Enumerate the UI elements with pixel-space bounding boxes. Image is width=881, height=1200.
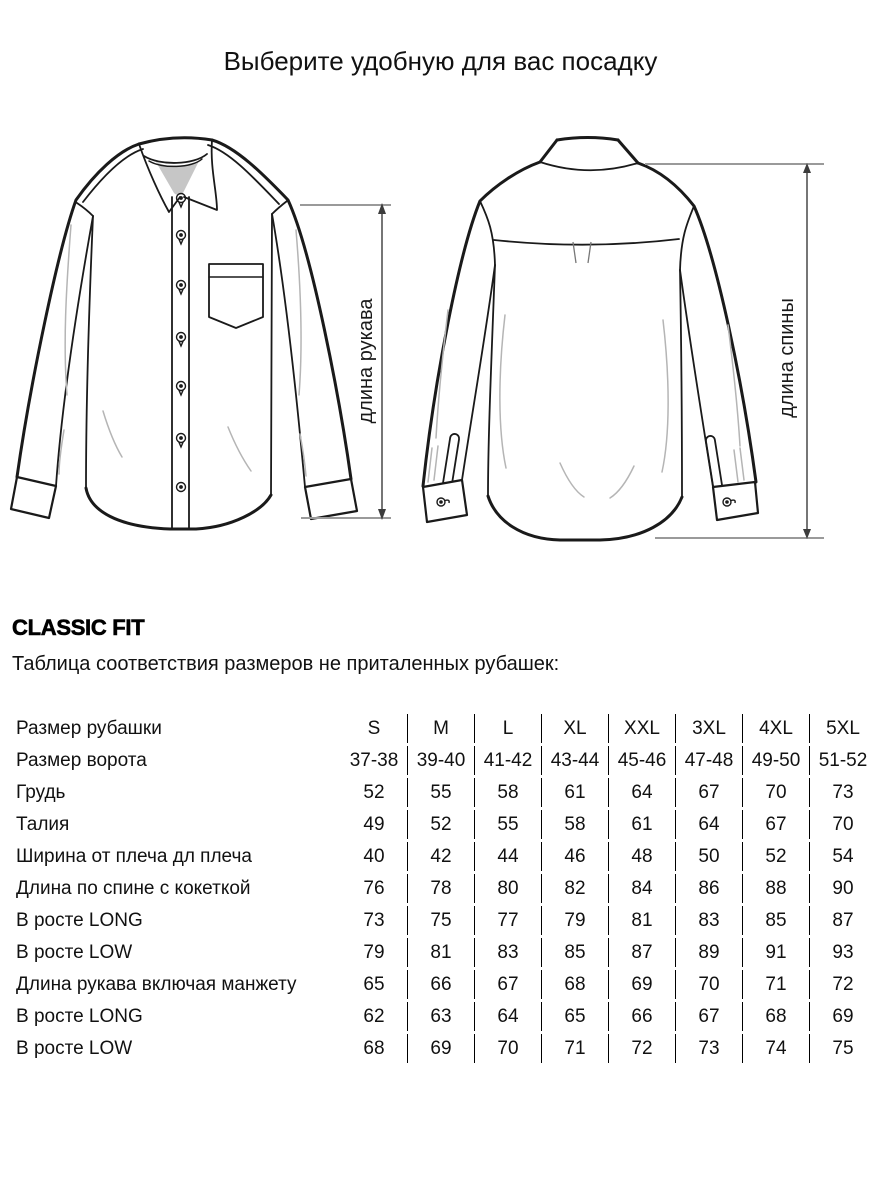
- cell-value: 46: [541, 842, 608, 871]
- cell-value: 88: [742, 874, 809, 903]
- button-placket: [172, 197, 189, 528]
- cell-value: 49: [363, 813, 385, 835]
- button: [177, 382, 186, 396]
- cell-value: 67: [742, 810, 809, 839]
- table-row: [14, 874, 876, 903]
- front-left-cuff: [11, 477, 56, 518]
- cell-value: 64: [474, 1002, 541, 1031]
- cell-value: 82: [541, 874, 608, 903]
- buttons: [177, 194, 186, 492]
- cell-value: 71: [541, 1034, 608, 1063]
- button: [177, 333, 186, 347]
- cell-value: 67: [675, 778, 742, 807]
- cell-value: 41-42: [474, 746, 541, 775]
- cell-value: 62: [363, 1005, 385, 1027]
- table-row: [14, 938, 876, 967]
- cell-value: 64: [675, 810, 742, 839]
- cell-value: 52: [742, 842, 809, 871]
- cuff-buttons: [437, 498, 735, 506]
- button: [177, 194, 186, 208]
- cell-value: 87: [809, 906, 876, 935]
- cell-value: M: [407, 714, 474, 743]
- cell-value: 76: [363, 877, 385, 899]
- cell-value: 61: [541, 778, 608, 807]
- cell-value: 68: [363, 1037, 385, 1059]
- yoke-seam: [494, 239, 679, 245]
- cell-value: 37-38: [349, 749, 399, 771]
- cell-value: 68: [541, 970, 608, 999]
- shading-strokes: [428, 310, 744, 498]
- table-row: [14, 1002, 876, 1031]
- cell-value: 5XL: [809, 714, 876, 743]
- table-row: [14, 810, 876, 839]
- cell-value: 55: [407, 778, 474, 807]
- table-row: [14, 842, 876, 871]
- cell-value: 65: [541, 1002, 608, 1031]
- button: [177, 434, 186, 448]
- cell-value: 66: [608, 1002, 675, 1031]
- chest-pocket: [209, 264, 263, 328]
- row-label: Грудь: [16, 781, 66, 803]
- cell-value: 69: [407, 1034, 474, 1063]
- table-row: [14, 906, 876, 935]
- cell-value: 72: [809, 970, 876, 999]
- cell-value: 42: [407, 842, 474, 871]
- cell-value: 67: [675, 1002, 742, 1031]
- cell-value: 75: [809, 1034, 876, 1063]
- cell-value: 48: [608, 842, 675, 871]
- row-label: В росте LOW: [16, 941, 133, 963]
- cell-value: 51-52: [809, 746, 876, 775]
- row-label: Размер рубашки: [16, 717, 162, 739]
- row-label: В росте LONG: [16, 909, 143, 931]
- cell-value: 63: [407, 1002, 474, 1031]
- cell-value: 45-46: [608, 746, 675, 775]
- cell-value: 69: [809, 1002, 876, 1031]
- cell-value: 54: [809, 842, 876, 871]
- row-label: В росте LONG: [16, 1005, 143, 1027]
- cell-value: 71: [742, 970, 809, 999]
- table-row: [14, 970, 876, 999]
- cell-value: 65: [363, 973, 385, 995]
- cell-value: 67: [474, 970, 541, 999]
- cell-value: 81: [407, 938, 474, 967]
- size-table-body: [14, 714, 876, 1063]
- cell-value: 84: [608, 874, 675, 903]
- cell-value: 81: [608, 906, 675, 935]
- row-label: Длина рукава включая манжету: [16, 973, 297, 995]
- cell-value: 90: [809, 874, 876, 903]
- row-label: В росте LOW: [16, 1037, 133, 1059]
- cell-value: XXL: [608, 714, 675, 743]
- cell-value: 72: [608, 1034, 675, 1063]
- cell-value: 91: [742, 938, 809, 967]
- cell-value: 89: [675, 938, 742, 967]
- cell-value: 85: [742, 906, 809, 935]
- cell-value: 3XL: [675, 714, 742, 743]
- row-label: Ширина от плеча дл плеча: [16, 845, 252, 867]
- cell-value: L: [474, 714, 541, 743]
- button: [177, 483, 186, 492]
- shirt-back-drawing: [410, 130, 881, 580]
- shirt-front-drawing: [0, 130, 400, 570]
- cell-value: 52: [363, 781, 385, 803]
- cell-value: 75: [407, 906, 474, 935]
- classic-fit-heading: CLASSIC FIT: [12, 615, 145, 640]
- sleeve-length-label: длина рукава: [355, 298, 377, 424]
- cell-value: 58: [541, 810, 608, 839]
- cell-value: 79: [541, 906, 608, 935]
- cell-value: 47-48: [675, 746, 742, 775]
- button: [177, 231, 186, 245]
- cell-value: 73: [675, 1034, 742, 1063]
- cell-value: 78: [407, 874, 474, 903]
- cell-value: 73: [363, 909, 385, 931]
- cell-value: 4XL: [742, 714, 809, 743]
- cell-value: 73: [809, 778, 876, 807]
- sleeve-length-measure: [300, 203, 391, 520]
- shirt-back-body: [423, 138, 758, 541]
- table-row: [14, 778, 876, 807]
- cell-value: 40: [363, 845, 385, 867]
- cell-value: XL: [541, 714, 608, 743]
- cell-value: 70: [474, 1034, 541, 1063]
- cell-value: 64: [608, 778, 675, 807]
- cell-value: 74: [742, 1034, 809, 1063]
- cell-value: 80: [474, 874, 541, 903]
- cell-value: 39-40: [407, 746, 474, 775]
- button: [177, 281, 186, 295]
- cell-value: 58: [474, 778, 541, 807]
- table-row: [14, 746, 876, 775]
- cell-value: 87: [608, 938, 675, 967]
- cell-value: 79: [363, 941, 385, 963]
- table-row: [14, 1034, 876, 1063]
- cell-value: 93: [809, 938, 876, 967]
- cell-value: 68: [742, 1002, 809, 1031]
- cell-value: 44: [474, 842, 541, 871]
- cell-value: 85: [541, 938, 608, 967]
- row-label: Талия: [16, 813, 70, 835]
- cell-value: 86: [675, 874, 742, 903]
- table-row: [14, 714, 876, 743]
- back-length-label: длина спины: [776, 298, 798, 418]
- cell-value: 43-44: [541, 746, 608, 775]
- cell-value: S: [367, 717, 381, 739]
- front-right-cuff: [305, 479, 357, 519]
- row-label: Размер ворота: [16, 749, 147, 771]
- cell-value: 70: [742, 778, 809, 807]
- cell-value: 83: [675, 906, 742, 935]
- row-label: Длина по спине с кокеткой: [16, 877, 251, 899]
- cell-value: 52: [407, 810, 474, 839]
- cell-value: 61: [608, 810, 675, 839]
- page-title: Выберите удобную для вас посадку: [223, 46, 658, 76]
- cell-value: 83: [474, 938, 541, 967]
- cell-value: 50: [675, 842, 742, 871]
- cell-value: 66: [407, 970, 474, 999]
- cell-value: 49-50: [742, 746, 809, 775]
- cell-value: 70: [675, 970, 742, 999]
- size-table: [14, 711, 876, 1066]
- shirt-front-body: [11, 138, 357, 529]
- cell-value: 70: [809, 810, 876, 839]
- cell-value: 77: [474, 906, 541, 935]
- cell-value: 69: [608, 970, 675, 999]
- back-collar: [540, 138, 638, 171]
- cell-value: 55: [474, 810, 541, 839]
- table-subtitle: Таблица соответствия размеров не приталенных рубашек:: [12, 653, 560, 675]
